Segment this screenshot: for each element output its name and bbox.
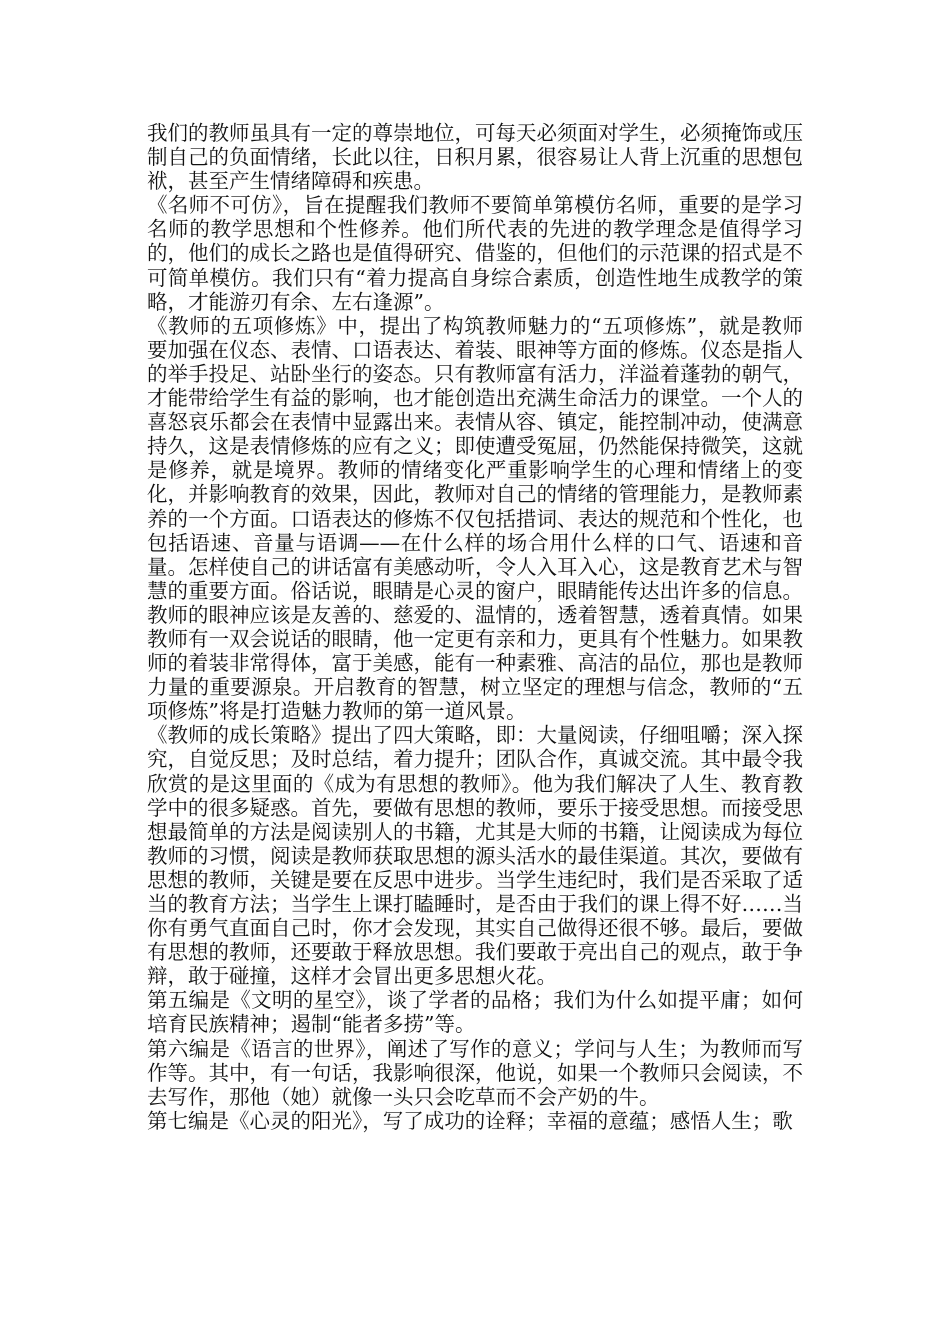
paragraph: 第六编是《语言的世界》，阐述了写作的意义；学问与人生；为教师而写作等。其中，有一句话，我影响很深，他说，如果一个教师只会阅读，不去写作，那他（她）就像一头只会吃草而不会产奶的牛。 (147, 1036, 803, 1109)
paragraph: 我们的教师虽具有一定的尊崇地位，可每天必须面对学生，必须掩饰或压制自己的负面情绪，长此以往，日积月累，很容易让人背上沉重的思想包袱，甚至产生情绪障碍和疾患。 (147, 121, 803, 194)
paragraph: 第五编是《文明的星空》，谈了学者的品格；我们为什么如提平庸；如何培育民族精神；遏制“能者多捞”等。 (147, 988, 803, 1037)
paragraph: 《教师的成长策略》提出了四大策略，即：大量阅读，仔细咀嚼；深入探究，自觉反思；及时总结，着力提升；团队合作，真诚交流。其中最令我欣赏的是这里面的《成为有思想的教师》。他为我们解决了人生、教育教学中的很多疑惑。首先，要做有思想的教师，要乐于接受思想。而接受思想最简单的方法是阅读别人的书籍，尤其是大师的书籍，让阅读成为每位教师的习惯，阅读是教师获取思想的源头活水的最佳渠道。其次，要做有思想的教师，关键是要在反思中进步。当学生违纪时，我们是否采取了适当的教育方法；当学生上课打瞌睡时，是否由于我们的课上得不好……当你有勇气直面自己时，你才会发现，其实自己做得还很不够。最后，要做有思想的教师，还要敢于释放思想。我们要敢于亮出自己的观点，敢于争辩，敢于碰撞，这样才会冒出更多思想火花。 (147, 723, 803, 989)
paragraph: 《名师不可仿》，旨在提醒我们教师不要简单第模仿名师，重要的是学习名师的教学思想和个性修养。他们所代表的先进的教学理念是值得学习的，他们的成长之路也是值得研究、借鉴的，但他们的示范课的招式是不可简单模仿。我们只有“着力提高自身综合素质，创造性地生成教学的策略，才能游刃有余、左右逢源”。 (147, 193, 803, 314)
paragraph: 第七编是《心灵的阳光》，写了成功的诠释；幸福的意蕴；感悟人生；歌 (147, 1108, 793, 1133)
paragraph: 《教师的五项修炼》中，提出了构筑教师魅力的“五项修炼”，就是教师要加强在仪态、表情、口语表达、着装、眼神等方面的修炼。仪态是指人的举手投足、站卧坐行的姿态。只有教师富有活力，洋溢着蓬勃的朝气，才能带给学生有益的影响，也才能创造出充满生命活力的课堂。一个人的喜怒哀乐都会在表情中显露出来。表情从容、镇定，能控制冲动，使满意持久，这是表情修炼的应有之义；即使遭受冤屈，仍然能保持微笑，这就是修养，就是境界。教师的情绪变化严重影响学生的心理和情绪上的变化，并影响教育的效果，因此，教师对自己的情绪的管理能力，是教师素养的一个方面。口语表达的修炼不仅包括措词、表达的规范和个性化，也包括语速、音量与语调——在什么样的场合用什么样的口气、语速和音量。怎样使自己的讲话富有美感动听，令人入耳入心，这是教育艺术与智慧的重要方面。俗话说，眼睛是心灵的窗户，眼睛能传达出许多的信息。教师的眼神应该是友善的、慈爱的、温情的，透着智慧，透着真情。如果教师有一双会说话的眼睛，他一定更有亲和力，更具有个性魅力。如果教师的着装非常得体，富于美感，能有一种素雅、高洁的品位，那也是教师力量的重要源泉。开启教育的智慧，树立坚定的理想与信念，教师的“五项修炼”将是打造魅力教师的第一道风景。 (147, 313, 803, 724)
document-body (147, 121, 803, 1133)
